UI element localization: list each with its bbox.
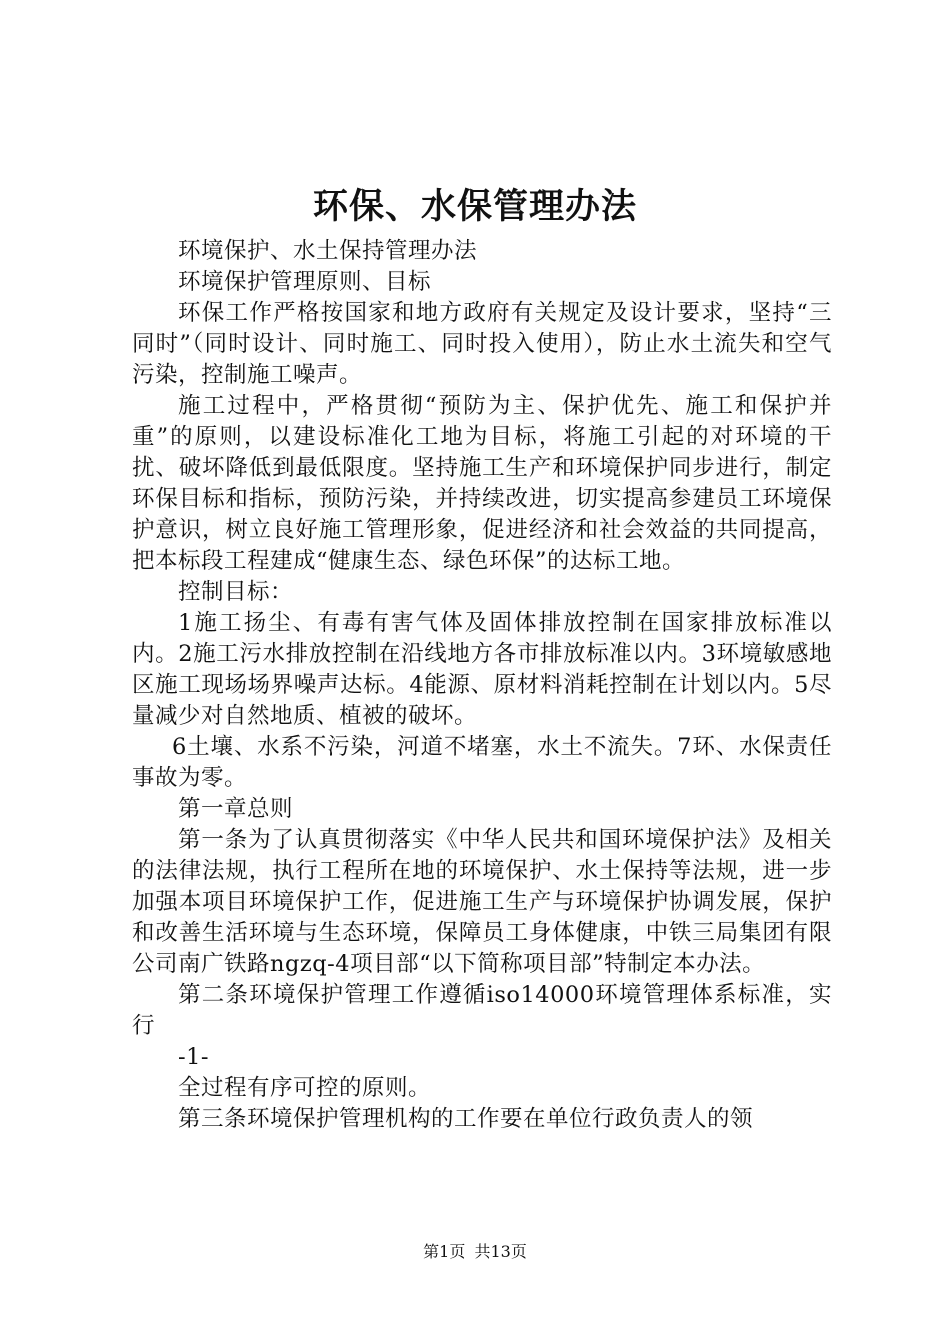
paragraph-subtitle: 环境保护、水土保持管理办法 (178, 238, 478, 264)
page-footer (0, 1242, 950, 1262)
inline-page-number: -1- (178, 1044, 210, 1070)
paragraph-text: 6土壤、水系不污染，河道不堵塞，水土不流失。7环、水保责任事故为零。 (132, 734, 832, 791)
paragraph-chapter-heading: 第一章总则 (178, 796, 294, 822)
paragraph-text: 第二条环境保护管理工作遵循iso14000环境管理体系标准，实行 (132, 982, 832, 1039)
paragraph-text: 施工过程中，严格贯彻“预防为主、保护优先、施工和保护并重”的原则，以建设标准化工地为目标，将施工引起的对环境的干扰、破坏降低到最低限度。坚持施工生产和环境保护同步进行，制定环保目标和指标，预防污染，并持续改进，切实提高参建员工环境保护意识，树立良好施工管理形象，促进经济和社会效益的共同提高，把本标段工程建成“健康生态、绿色环保”的达标工地。 (132, 393, 832, 574)
document-title: 环保、水保管理办法 (312, 186, 637, 227)
paragraph-control-goals-heading: 控制目标： (178, 579, 294, 605)
paragraph-section-heading: 环境保护管理原则、目标 (178, 269, 432, 295)
document-body (132, 236, 832, 1135)
paragraph-text: 1施工扬尘、有毒有害气体及固体排放控制在国家排放标准以内。2施工污水排放控制在沿线地方各市排放标准以内。3环境敏感地区施工现场场界噪声达标。4能源、原材料消耗控制在计划以内。5尽量减少对自然地质、植被的破坏。 (132, 610, 832, 729)
paragraph-text: 第三条环境保护管理机构的工作要在单位行政负责人的领 (178, 1106, 754, 1132)
paragraph-text: 第一条为了认真贯彻落实《中华人民共和国环境保护法》及相关的法律法规，执行工程所在地的环境保护、水土保持等法规，进一步加强本项目环境保护工作，促进施工生产与环境保护协调发展，保护和改善生活环境与生态环境，保障员工身体健康，中铁三局集团有限公司南广铁路ngzq-4项目部“以下简称项目部”特制定本办法。 (132, 827, 832, 977)
footer-total-label: 共13页 (474, 1242, 527, 1261)
paragraph-text: 全过程有序可控的原则。 (178, 1075, 432, 1101)
paragraph-text: 环保工作严格按国家和地方政府有关规定及设计要求，坚持“三同时”（同时设计、同时施工、同时投入使用），防止水土流失和空气污染，控制施工噪声。 (132, 300, 832, 388)
footer-page-label: 第1页 (423, 1242, 466, 1261)
